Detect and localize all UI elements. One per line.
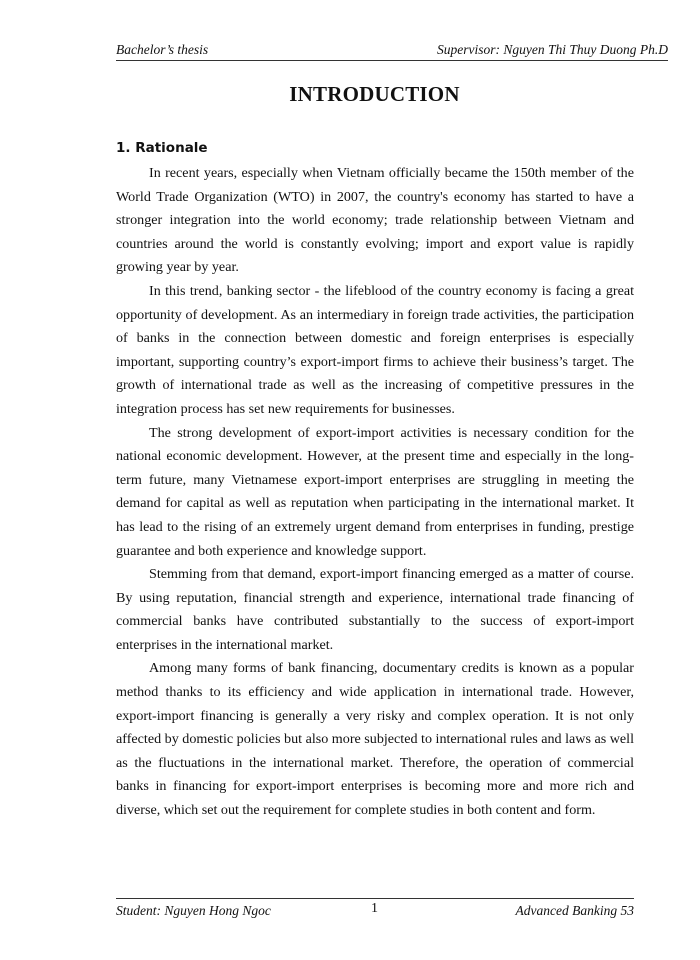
paragraph: The strong development of export-import activities is necessary condition for the national economic development. However, at the present time and especially in the long-term future, many Vietnamese export-import enterprises are struggling in meeting the demand for capital as well as reputation when participating in the international market. It has lead to the rising of an extremely urgent demand from enterprises in funding, prestige guarantee and both experience and knowledge support.: [116, 424, 634, 559]
page-footer: [116, 898, 634, 919]
paragraph: Among many forms of bank financing, documentary credits is known as a popular method thanks to its efficiency and wide application in international trade. However, export-import financing is generally a very risky and complex operation. It is not only affected by domestic policies but also more subjected to international rules and laws as well as the fluctuations in the international market. Therefore, the operation of commercial banks in financing for export-import enterprises is becoming more and more rich and diverse, which set out the requirement for complete studies in both content and form.: [116, 660, 634, 819]
paragraph: In this trend, banking sector - the lifeblood of the country economy is facing a great opportunity of development. As an intermediary in foreign trade activities, the participation of banks in the connection between domestic and foreign enterprises is especially important, supporting country’s export-import firms to achieve their business’s target. The growth of international trade as well as the increasing of competitive pressures in the integration process has set new requirements for businesses.: [116, 282, 634, 417]
header-supervisor: Supervisor: Nguyen Thi Thuy Duong Ph.D: [437, 42, 668, 57]
page-header: [116, 42, 668, 61]
page-title: INTRODUCTION: [289, 82, 460, 106]
page-number: 1: [371, 901, 378, 916]
body-text: [116, 162, 634, 823]
footer-program: Advanced Banking 53: [515, 903, 634, 918]
paragraph: Stemming from that demand, export-import financing emerged as a matter of course. By using reputation, financial strength and experience, international trade financing of commercial banks have contributed substantially to the success of export-import enterprises in the international market.: [116, 566, 634, 653]
header-thesis-label: Bachelor’s thesis: [116, 42, 209, 57]
footer-student: Student: Nguyen Hong Ngoc: [116, 903, 271, 918]
section-heading: 1. Rationale: [116, 140, 208, 156]
paragraph: In recent years, especially when Vietnam officially became the 150th member of the World Trade Organization (WTO) in 2007, the country's economy has started to have a stronger integration into the world economy; trade relationship between Vietnam and countries around the world is constantly evolving; import and export value is rapidly growing year by year.: [116, 165, 634, 276]
